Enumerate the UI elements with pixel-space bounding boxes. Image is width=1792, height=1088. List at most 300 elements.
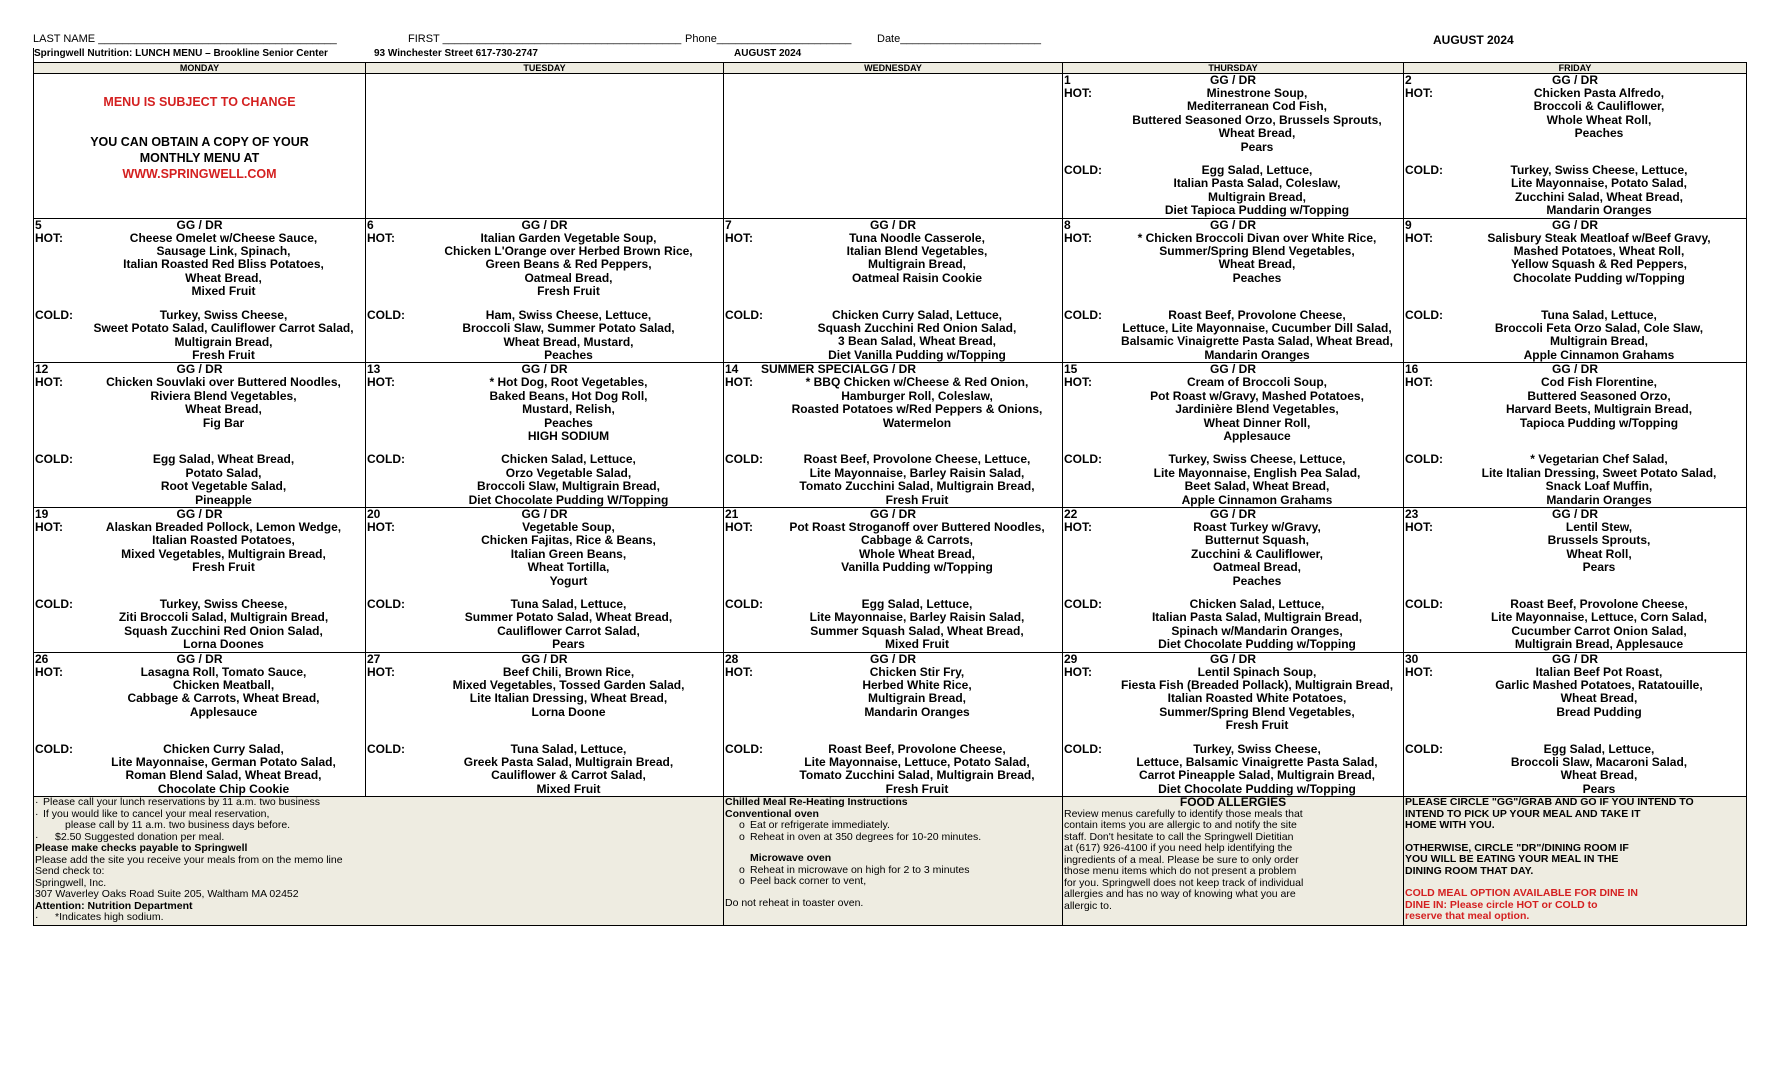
- day-header: [1064, 653, 1402, 666]
- day-cell: [1404, 218, 1747, 363]
- section-gap: [35, 575, 364, 598]
- cold-label: COLD:: [1405, 596, 1443, 611]
- day-number: 15: [1064, 362, 1078, 377]
- hot-item: Yellow Squash & Red Peppers,: [1510, 257, 1688, 272]
- day-cell: [34, 652, 366, 797]
- section-gap: [1064, 285, 1402, 308]
- hot-items: [83, 666, 364, 720]
- weekday-tuesday: TUESDAY: [366, 63, 724, 74]
- gg-dr-choice[interactable]: GG / DR: [869, 652, 916, 666]
- hot-item: Pears: [1582, 560, 1616, 575]
- hot-item: Harvard Beets, Multigrain Bread,: [1505, 402, 1693, 417]
- hot-item: Buttered Seasoned Orzo,: [1527, 388, 1671, 403]
- reheat-title: Chilled Meal Re-Heating Instructions: [725, 796, 908, 809]
- cold-item: Squash Zucchini Red Onion Salad,: [817, 321, 1017, 336]
- weekday-thursday: THURSDAY: [1063, 63, 1404, 74]
- cold-section: [725, 309, 1061, 363]
- instruction-line: DINING ROOM THAT DAY.: [1405, 864, 1534, 877]
- cold-section: [1064, 164, 1402, 218]
- hot-item: Lasagna Roll, Tomato Sauce,: [140, 664, 307, 679]
- hot-item: Italian Blend Vegetables,: [846, 244, 988, 259]
- cold-item: Turkey, Swiss Cheese, Lettuce,: [1168, 452, 1346, 467]
- cold-item: Roast Beef, Provolone Cheese,: [828, 741, 1006, 756]
- menu-grid: [33, 62, 1747, 926]
- cold-item: Ziti Broccoli Salad, Multigrain Bread,: [118, 610, 329, 625]
- day-header: [1405, 363, 1745, 376]
- hot-item: Italian Beef Pot Roast,: [1535, 664, 1663, 679]
- footer-line: · $2.50 Suggested donation per meal.: [35, 832, 722, 844]
- instruction-line: YOU WILL BE EATING YOUR MEAL IN THE: [1405, 853, 1619, 866]
- cold-item: Italian Pasta Salad, Coleslaw,: [1173, 176, 1341, 191]
- cold-item: Egg Salad, Wheat Bread,: [152, 452, 295, 467]
- cold-section: [1405, 309, 1745, 363]
- hot-section: [35, 666, 364, 720]
- cold-item: Chicken Curry Salad, Lettuce,: [831, 307, 1003, 322]
- gg-dr-choice[interactable]: GG / DR: [521, 652, 568, 666]
- cold-items: [415, 598, 722, 652]
- hot-section: [1064, 666, 1402, 733]
- cold-item: Mandarin Oranges: [1546, 492, 1652, 507]
- cold-item: Root Vegetable Salad,: [160, 479, 287, 494]
- hot-item: * Chicken Broccoli Divan over White Rice,: [1137, 230, 1377, 245]
- section-gap: [725, 719, 1061, 742]
- hot-item: Italian Green Beans,: [510, 546, 627, 561]
- hot-item: Wheat Bread,: [1560, 691, 1638, 706]
- cold-section: [725, 743, 1061, 797]
- cold-item: Lettuce, Balsamic Vinaigrette Pasta Salad,: [1136, 755, 1378, 770]
- gg-dr-choice[interactable]: GG / DR: [521, 362, 568, 377]
- hot-item: Oatmeal Bread,: [1212, 560, 1302, 575]
- day-header: [725, 363, 1061, 376]
- section-gap: [1405, 285, 1745, 308]
- empty-cell-wednesday: [724, 74, 1063, 219]
- hot-section: [35, 232, 364, 299]
- hot-item: Jardinière Blend Vegetables,: [1175, 402, 1339, 417]
- footer-line: Springwell, Inc.: [35, 876, 107, 889]
- cold-item: Tuna Salad, Lettuce,: [510, 597, 627, 611]
- hot-label: HOT:: [367, 664, 395, 679]
- hot-item: Wheat Bread,: [185, 402, 262, 417]
- day-header: [35, 653, 364, 666]
- hot-item: Tuna Noodle Casserole,: [849, 230, 985, 245]
- cold-label: COLD:: [1405, 452, 1443, 467]
- cold-item: Diet Vanilla Pudding w/Topping: [828, 347, 1006, 362]
- day-number: 22: [1064, 507, 1078, 521]
- cold-items: [773, 453, 1061, 507]
- week-row: [34, 363, 1747, 508]
- cold-item: Egg Salad, Lettuce,: [861, 596, 973, 611]
- cold-label: COLD:: [725, 452, 763, 467]
- hot-item: Vanilla Pudding w/Topping: [841, 560, 993, 575]
- cold-label: COLD:: [367, 597, 405, 611]
- cold-item: Balsamic Vinaigrette Pasta Salad, Wheat Bread,: [1121, 334, 1393, 349]
- cold-section: [1405, 598, 1745, 652]
- hot-item: Lentil Spinach Soup,: [1197, 664, 1317, 679]
- day-header: [1064, 508, 1402, 521]
- empty-cell-tuesday: [366, 74, 724, 219]
- cold-item: Potato Salad,: [185, 465, 262, 480]
- hot-item: Peaches: [1232, 573, 1282, 588]
- cold-item: Spinach w/Mandarin Oranges,: [1171, 623, 1343, 638]
- allergy-line: allergies and has no way of knowing what you are: [1064, 888, 1296, 901]
- cold-label: COLD:: [1405, 307, 1443, 322]
- hot-item: Peaches: [544, 415, 593, 430]
- cold-items: [415, 309, 722, 363]
- hot-item: Lorna Doone: [531, 704, 606, 719]
- hot-items: [773, 666, 1061, 720]
- cold-section: [35, 598, 364, 652]
- hot-item: Italian Roasted Red Bliss Potatoes,: [123, 257, 324, 272]
- last-name-field[interactable]: LAST NAME _______________________________________: [33, 33, 337, 45]
- phone-field[interactable]: Phone______________________: [685, 33, 852, 45]
- cold-item: Broccoli Feta Orzo Salad, Cole Slaw,: [1494, 321, 1704, 336]
- day-header: [725, 219, 1061, 232]
- day-cell: [34, 363, 366, 508]
- cold-items: [415, 453, 722, 507]
- gg-dr-choice[interactable]: GG / DR: [176, 652, 223, 666]
- cold-item: Egg Salad, Lettuce,: [1201, 163, 1313, 178]
- cold-item: Greek Pasta Salad, Multigrain Bread,: [463, 755, 674, 770]
- hot-items: [415, 666, 722, 720]
- cold-item: Summer Potato Salad, Wheat Bread,: [464, 610, 673, 625]
- date-field[interactable]: Date_______________________: [877, 33, 1041, 45]
- gg-dr-choice[interactable]: GG / DR: [1209, 73, 1256, 87]
- day-number: 29: [1064, 652, 1078, 666]
- hot-label: HOT:: [35, 519, 63, 534]
- cold-item: Tuna Salad, Lettuce,: [510, 741, 627, 756]
- cold-item: Mixed Fruit: [884, 637, 949, 652]
- cold-label: COLD:: [1405, 163, 1443, 178]
- day-cell: [724, 507, 1063, 652]
- cold-item: Turkey, Swiss Cheese, Lettuce,: [1510, 163, 1688, 178]
- hot-label: HOT:: [35, 664, 63, 679]
- hot-label: HOT:: [1064, 86, 1092, 100]
- cold-items: [773, 598, 1061, 652]
- section-gap: [367, 719, 722, 742]
- section-gap: [1405, 141, 1745, 164]
- footer-line: · *Indicates high sodium.: [35, 912, 722, 924]
- cold-items: [1453, 598, 1745, 652]
- hot-section: [35, 521, 364, 575]
- hot-items: [773, 521, 1061, 575]
- cold-item: Sweet Potato Salad, Cauliflower Carrot Salad,: [93, 321, 354, 336]
- hot-item: Wheat Bread,: [1218, 257, 1296, 272]
- cold-item: Turkey, Swiss Cheese,: [1193, 741, 1321, 756]
- hot-item: Roasted Potatoes w/Red Peppers & Onions,: [791, 402, 1043, 417]
- day-cell: [1404, 507, 1747, 652]
- day-number: 27: [367, 652, 381, 666]
- cold-item: Diet Chocolate Pudding w/Topping: [1158, 637, 1356, 652]
- gg-dr-choice[interactable]: GG / DR: [869, 362, 916, 377]
- day-header: [1405, 74, 1745, 87]
- cold-item: Carrot Pineapple Salad, Multigrain Bread,: [1138, 768, 1376, 783]
- gg-dr-choice[interactable]: GG / DR: [176, 507, 223, 521]
- hot-section: [1064, 232, 1402, 286]
- gg-dr-choice[interactable]: GG / DR: [1551, 218, 1598, 232]
- cold-items: [1112, 164, 1402, 218]
- cold-item: Roast Beef, Provolone Cheese, Lettuce,: [803, 452, 1031, 467]
- reheat-step: o Peel back corner to vent,: [725, 876, 1061, 888]
- day-cell: [1404, 74, 1747, 219]
- cold-item: Diet Tapioca Pudding w/Topping: [1164, 203, 1350, 218]
- gg-dr-choice[interactable]: GG / DR: [1551, 652, 1598, 666]
- cold-item: Mixed Fruit: [536, 781, 601, 796]
- allergy-line: at (617) 926-4100 if you need help identifying the: [1064, 842, 1293, 855]
- hot-items: [773, 232, 1061, 286]
- hot-section: [367, 666, 722, 720]
- springwell-link[interactable]: WWW.SPRINGWELL.COM: [122, 167, 277, 181]
- conventional-oven-title: Conventional oven: [725, 807, 819, 820]
- allergy-line: ingredients of a meal. Please be sure to only order: [1064, 853, 1299, 866]
- hot-label: HOT:: [1405, 230, 1433, 245]
- cold-item: Chocolate Chip Cookie: [157, 781, 290, 796]
- cold-option-line: DINE IN: Please circle HOT or COLD to: [1405, 898, 1598, 911]
- hot-item: Buttered Seasoned Orzo, Brussels Sprouts,: [1132, 112, 1382, 127]
- instruction-line: HOME WITH YOU.: [1405, 819, 1495, 832]
- hot-item: Wheat Bread,: [185, 270, 262, 285]
- day-cell: [724, 363, 1063, 508]
- hot-label: HOT:: [1064, 664, 1092, 679]
- day-number: 2: [1405, 73, 1412, 87]
- cold-items: [1112, 453, 1402, 507]
- gg-dr-choice[interactable]: GG / DR: [1209, 652, 1256, 666]
- month-label: AUGUST 2024: [734, 48, 802, 59]
- gg-dr-choice[interactable]: GG / DR: [1551, 507, 1598, 521]
- center-address: 93 Winchester Street 617-730-2747: [374, 48, 538, 59]
- cold-item: Mandarin Oranges: [1546, 203, 1652, 218]
- menu-change-notice: MENU IS SUBJECT TO CHANGE: [103, 95, 296, 109]
- gg-dr-choice[interactable]: GG / DR: [176, 362, 223, 377]
- hot-item: Italian Roasted Potatoes,: [152, 533, 295, 548]
- cold-item: Chicken Salad, Lettuce,: [1189, 597, 1325, 611]
- hot-label: HOT:: [1405, 86, 1433, 100]
- hot-item: Applesauce: [1223, 428, 1291, 443]
- day-cell: [724, 218, 1063, 363]
- hot-label: HOT:: [1405, 664, 1433, 679]
- hot-section: [1405, 232, 1745, 286]
- day-number: 13: [367, 362, 381, 377]
- instruction-line: PLEASE CIRCLE "GG"/GRAB AND GO IF YOU INTEND TO: [1405, 796, 1694, 809]
- day-header: [725, 508, 1061, 521]
- cold-label: COLD:: [1064, 307, 1102, 322]
- hot-items: [415, 232, 722, 299]
- weekday-friday: FRIDAY: [1404, 63, 1747, 74]
- hot-label: HOT:: [367, 519, 395, 534]
- cold-item: Italian Pasta Salad, Multigrain Bread,: [1151, 610, 1363, 625]
- gg-dr-choice[interactable]: GG / DR: [521, 218, 568, 232]
- cold-item: Zucchini Salad, Wheat Bread,: [1514, 189, 1684, 204]
- hot-item: Mashed Potatoes, Wheat Roll,: [1513, 244, 1685, 259]
- footer-line: Please make checks payable to Springwell: [35, 842, 248, 855]
- hot-section: [1064, 376, 1402, 443]
- hot-label: HOT:: [35, 230, 63, 245]
- hot-items: [83, 521, 364, 575]
- day-cell: [34, 507, 366, 652]
- section-gap: [1405, 430, 1745, 453]
- hot-item: Wheat Tortilla,: [527, 560, 610, 575]
- cold-item: Broccoli Slaw, Macaroni Salad,: [1510, 755, 1688, 770]
- cold-item: Lite Mayonnaise, Lettuce, Potato Salad,: [804, 755, 1030, 770]
- day-header: [367, 653, 722, 666]
- hot-item: Baked Beans, Hot Dog Roll,: [489, 388, 648, 403]
- hot-item: Summer/Spring Blend Vegetables,: [1159, 244, 1355, 259]
- microwave-title: Microwave oven: [750, 852, 832, 865]
- cold-section: [1405, 453, 1745, 507]
- hot-item: Yogurt: [549, 573, 588, 588]
- day-header: [1064, 219, 1402, 232]
- hot-items: [83, 376, 364, 430]
- week-row: [34, 652, 1747, 797]
- week-row: [34, 218, 1747, 363]
- allergy-line: Review menus carefully to identify those meals that: [1064, 807, 1303, 820]
- cold-item: Chicken Curry Salad,: [163, 741, 284, 756]
- gg-dr-choice[interactable]: GG / DR: [1209, 507, 1256, 521]
- cold-items: [1453, 164, 1745, 218]
- cold-items: [1112, 743, 1402, 797]
- day-number: 16: [1405, 362, 1419, 377]
- hot-items: [1453, 87, 1745, 141]
- hot-section: [1064, 87, 1402, 154]
- copy-notice-1: YOU CAN OBTAIN A COPY OF YOUR: [90, 135, 309, 149]
- day-header: [725, 653, 1061, 666]
- cold-section: [1064, 598, 1402, 652]
- section-gap: [1405, 719, 1745, 742]
- day-cell: [1404, 652, 1747, 797]
- cold-item: Lite Mayonnaise, Barley Raisin Salad,: [809, 465, 1025, 480]
- hot-item: Mediterranean Cod Fish,: [1186, 99, 1328, 114]
- gg-dr-choice[interactable]: GG / DR: [869, 507, 916, 521]
- cold-item: Tomato Zucchini Salad, Multigrain Bread,: [799, 479, 1035, 494]
- cold-item: Apple Cinnamon Grahams: [1181, 492, 1333, 507]
- gg-dr-choice[interactable]: GG / DR: [1209, 362, 1256, 377]
- hot-item: Tapioca Pudding w/Topping: [1519, 415, 1679, 430]
- hot-item: Riviera Blend Vegetables,: [150, 388, 297, 403]
- day-cell: [366, 218, 724, 363]
- hot-item: Green Beans & Red Peppers,: [485, 257, 652, 272]
- cold-item: Cucumber Carrot Onion Salad,: [1511, 623, 1687, 638]
- cold-item: Mandarin Oranges: [1204, 347, 1310, 362]
- cold-item: Turkey, Swiss Cheese,: [159, 596, 288, 611]
- reheat-instructions: [724, 797, 1063, 926]
- hot-item: Mixed Vegetables, Tossed Garden Salad,: [452, 678, 685, 693]
- gg-dr-choice[interactable]: GG / DR: [176, 218, 223, 232]
- day-header: [1405, 653, 1745, 666]
- hot-section: [1405, 87, 1745, 141]
- gg-dr-choice[interactable]: GG / DR: [1209, 218, 1256, 232]
- day-number: 12: [35, 362, 49, 377]
- day-cell: [724, 652, 1063, 797]
- cold-item: Multigrain Bread,: [1207, 189, 1306, 204]
- hot-item: Cheese Omelet w/Cheese Sauce,: [129, 230, 318, 245]
- cold-items: [83, 743, 364, 797]
- week-row: [34, 74, 1747, 219]
- hot-item: Pears: [1240, 139, 1274, 154]
- day-number: 7: [725, 218, 732, 232]
- cold-item: Multigrain Bread, Applesauce: [1514, 637, 1684, 652]
- day-cell: [366, 652, 724, 797]
- cold-option-line: reserve that meal option.: [1405, 910, 1530, 923]
- section-gap: [35, 719, 364, 742]
- cold-item: Lite Mayonnaise, English Pea Salad,: [1153, 465, 1361, 480]
- gg-dr-choice[interactable]: GG / DR: [1551, 362, 1598, 377]
- food-allergies: [1063, 797, 1404, 926]
- day-header: [35, 363, 364, 376]
- day-header: [367, 508, 722, 521]
- cold-item: Tuna Salad, Lettuce,: [1541, 307, 1657, 322]
- cold-item: 3 Bean Salad, Wheat Bread,: [837, 334, 997, 349]
- day-header: [1064, 74, 1402, 87]
- hot-label: HOT:: [367, 375, 395, 390]
- hot-items: [1453, 232, 1745, 286]
- allergy-line: contain items you are allergic to and notify the site: [1064, 819, 1297, 832]
- hot-item: Fresh Fruit: [1225, 718, 1289, 733]
- cold-item: Lorna Doones: [183, 637, 264, 652]
- hot-label: HOT:: [725, 230, 753, 245]
- cold-label: COLD:: [1405, 741, 1443, 756]
- hot-item: Cabbage & Carrots,: [860, 533, 974, 548]
- cold-section: [35, 309, 364, 363]
- cold-section: [1064, 453, 1402, 507]
- first-name-field[interactable]: FIRST _______________________________________: [408, 33, 682, 45]
- cold-items: [415, 743, 722, 797]
- toaster-warning: Do not reheat in toaster oven.: [725, 896, 864, 909]
- hot-item: Fresh Fruit: [537, 284, 600, 299]
- hot-item: Wheat Bread,: [1218, 126, 1296, 141]
- reheat-step: o Eat or refrigerate immediately.: [725, 820, 1061, 832]
- cold-item: Tomato Zucchini Salad, Multigrain Bread,: [799, 768, 1035, 783]
- hot-item: Broccoli & Cauliflower,: [1533, 99, 1665, 114]
- day-header: [35, 508, 364, 521]
- section-gap: [1405, 575, 1745, 598]
- day-cell: [34, 218, 366, 363]
- cold-label: COLD:: [725, 741, 763, 756]
- day-header: [1405, 219, 1745, 232]
- cold-item: Fresh Fruit: [885, 781, 949, 796]
- cold-item: Roman Blend Salad, Wheat Bread,: [125, 768, 322, 783]
- hot-section: [1405, 521, 1745, 575]
- hot-item: Garlic Mashed Potatoes, Ratatouille,: [1495, 678, 1703, 693]
- cold-option-line: COLD MEAL OPTION AVAILABLE FOR DINE IN: [1405, 887, 1638, 900]
- hot-label: HOT:: [725, 664, 753, 679]
- hot-section: [725, 666, 1061, 720]
- gg-dr-choice[interactable]: GG / DR: [1551, 73, 1598, 87]
- cold-item: Multigrain Bread,: [1549, 334, 1648, 349]
- hot-items: [1112, 232, 1402, 286]
- footer-row: [34, 797, 1747, 926]
- section-gap: [725, 430, 1061, 453]
- hot-label: HOT:: [1405, 375, 1433, 390]
- cold-item: Diet Chocolate Pudding w/Topping: [1158, 781, 1356, 796]
- hot-item: Chicken Pasta Alfredo,: [1533, 86, 1665, 100]
- hot-items: [83, 232, 364, 299]
- hot-label: HOT:: [1064, 375, 1092, 390]
- hot-item: Herbed White Rice,: [862, 678, 972, 693]
- gg-dr-choice[interactable]: GG / DR: [869, 218, 916, 232]
- cold-section: [367, 743, 722, 797]
- allergy-line: those menu items which do not present a problem: [1064, 865, 1297, 878]
- day-number: 23: [1405, 507, 1419, 521]
- cold-section: [725, 598, 1061, 652]
- reservation-info: [34, 797, 724, 926]
- day-number: 21: [725, 507, 739, 521]
- org-title: Springwell Nutrition: LUNCH MENU – Brookline Senior Center: [34, 48, 328, 59]
- hot-items: [1112, 666, 1402, 733]
- hot-item: Fiesta Fish (Breaded Pollack), Multigrain Bread,: [1120, 678, 1394, 693]
- hot-items: [415, 376, 722, 443]
- hot-item: Multigrain Bread,: [867, 257, 966, 272]
- gg-dr-choice[interactable]: GG / DR: [521, 507, 568, 521]
- hot-item: Mustard, Relish,: [522, 402, 615, 417]
